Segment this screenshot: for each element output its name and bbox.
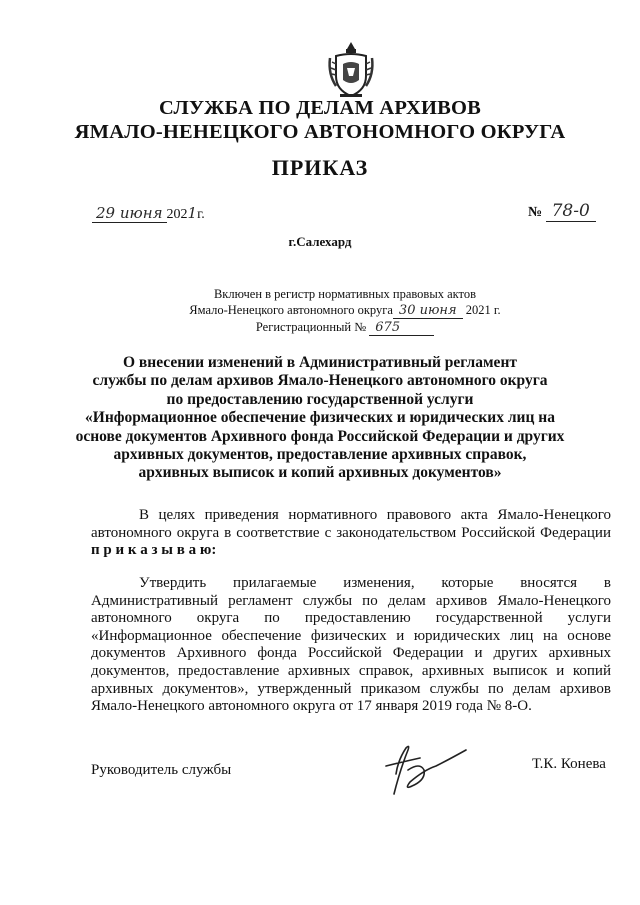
registry-line-1: Включен в регистр нормативных правовых актов	[213, 287, 477, 301]
body-line: документов, предоставление архивных справок, архивных выписок и копий	[91, 662, 611, 679]
registry-stamp	[185, 286, 505, 336]
document-type-title: ПРИКАЗ	[271, 155, 369, 180]
preamble-line: В целях приведения нормативного правового акта Ямало-Ненецкого	[139, 507, 611, 523]
signatory-position: Руководитель службы	[91, 762, 232, 778]
organization-name-line-1: СЛУЖБА ПО ДЕЛАМ АРХИВОВ	[158, 97, 482, 119]
preamble-paragraph	[91, 507, 611, 560]
city-name: г.Салехард	[288, 234, 352, 249]
registry-line-3	[185, 319, 505, 336]
body-line: автономного округа по предоставлению государственной услуги	[91, 610, 611, 627]
order-title	[0, 354, 640, 483]
registry-line-2-prefix: Ямало-Ненецкого автономного округа	[189, 303, 393, 317]
title-line: «Информационное обеспечение физических и юридических лиц на	[85, 409, 555, 427]
date-year-handwritten: 1	[187, 204, 198, 222]
order-body-paragraph	[91, 575, 611, 716]
title-line: службы по делам архивов Ямало-Ненецкого автономного округа	[92, 372, 548, 390]
body-line: Ямало-Ненецкого автономного округа от 17 января 2019 года № 8-О.	[91, 698, 532, 715]
organization-name-line-2: ЯМАЛО-НЕНЕЦКОГО АВТОНОМНОГО ОКРУГА	[74, 121, 566, 143]
order-verb: п р и к а з ы в а ю:	[91, 542, 217, 559]
body-line: документов Архивного фонда Российской Федерации и других архивных	[91, 645, 611, 662]
title-line: О внесении изменений в Административный регламент	[123, 354, 517, 371]
order-date	[92, 204, 205, 223]
body-line: архивных документов», утвержденный приказом службы по делам архивов	[91, 680, 611, 697]
body-line: Утвердить прилагаемые изменения, которые вносятся в	[139, 575, 611, 591]
title-line: по предоставлению государственной услуги	[166, 390, 474, 408]
date-handwritten-day-month: 29 июня	[92, 204, 167, 223]
body-line: «Информационное обеспечение физических и юридических лиц на основе	[91, 627, 611, 644]
order-number	[528, 201, 596, 221]
handwritten-signature	[380, 740, 470, 802]
title-line: архивных документов, предоставление архивных справок,	[113, 446, 527, 464]
number-handwritten-value: 78-0	[546, 201, 596, 222]
date-suffix: г.	[197, 207, 205, 222]
number-label: №	[528, 205, 543, 220]
body-line: Административный регламент службы по делам архивов Ямало-Ненецкого	[91, 592, 611, 609]
registry-date-handwritten: 30 июня	[393, 303, 463, 319]
signatory-name: Т.К. Конева	[532, 756, 606, 772]
registry-line-2	[185, 302, 505, 319]
registry-line-2-suffix: 2021 г.	[465, 303, 501, 317]
date-year-prefix: 202	[166, 207, 188, 222]
title-line: основе документов Архивного фонда Российской Федерации и других	[75, 427, 565, 445]
registry-number-handwritten: 675	[369, 320, 434, 336]
preamble-line: автономного округа в соответствие с законодательством Российской Федерации	[91, 524, 611, 541]
coat-of-arms-emblem	[326, 40, 376, 100]
title-line: архивных выписок и копий архивных документов»	[138, 464, 502, 482]
registry-number-label: Регистрационный №	[255, 320, 367, 334]
